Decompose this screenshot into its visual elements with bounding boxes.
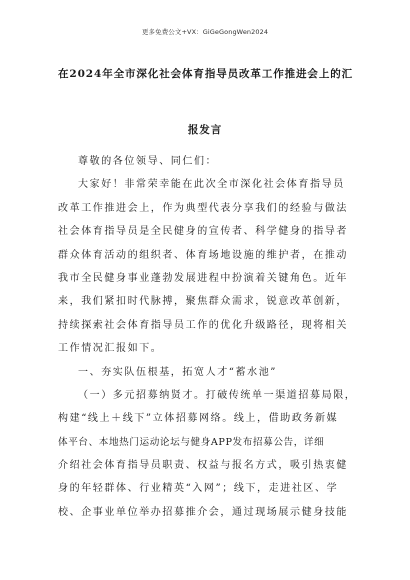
document-title-line-1: 在2024年全市深化社会体育指导员改革工作推进会上的汇: [58, 68, 354, 80]
body-line: 来，我们紧扣时代脉搏，聚焦群众需求，锐意改革创新，: [58, 296, 348, 308]
body-line: 身的年轻群体、行业精英“入网”；线下，走进社区、学: [58, 483, 339, 495]
body-line: 社会体育指导员是全民健身的宣传者、科学健身的指导者: [58, 226, 348, 238]
document-title-line-2: 报发言: [187, 124, 223, 136]
body-line: 校、企事业单位举办招募推介会，通过现场展示健身技能: [58, 506, 348, 518]
body-line: 构建“线上＋线下”立体招募网络。线上，借助政务新媒: [58, 413, 339, 425]
body-line: 大家好！非常荣幸能在此次全市深化社会体育指导员: [78, 179, 345, 191]
body-line: 体平台、本地热门运动论坛与健身APP发布招募公告，详细: [58, 436, 325, 448]
body-line: 改革工作推进会上，作为典型代表分享我们的经验与做法: [58, 202, 348, 214]
subsection-heading: （一）多元招募纳贤才。打破传统单一渠道招募局限，: [78, 389, 357, 401]
header-note: 更多免费公文+VX：GiGeGongWen2024: [141, 28, 269, 36]
section-heading: 一、夯实队伍根基，拓宽人才“蓄水池”: [78, 366, 278, 378]
body-line: 我市全民健身事业蓬勃发展进程中扮演着关键角色。近年: [58, 272, 348, 284]
body-line: 群众体育活动的组织者、体育场地设施的维护者，在推动: [58, 249, 348, 261]
body-line: 工作情况汇报如下。: [58, 343, 163, 355]
body-line: 介绍社会体育指导员职责、权益与报名方式，吸引热衷健: [58, 460, 348, 472]
document-body: [58, 150, 358, 524]
body-line: 持续探索社会体育指导员工作的优化升级路径，现将相关: [58, 319, 348, 331]
salutation: 尊敬的各位领导、同仁们：: [78, 156, 218, 167]
